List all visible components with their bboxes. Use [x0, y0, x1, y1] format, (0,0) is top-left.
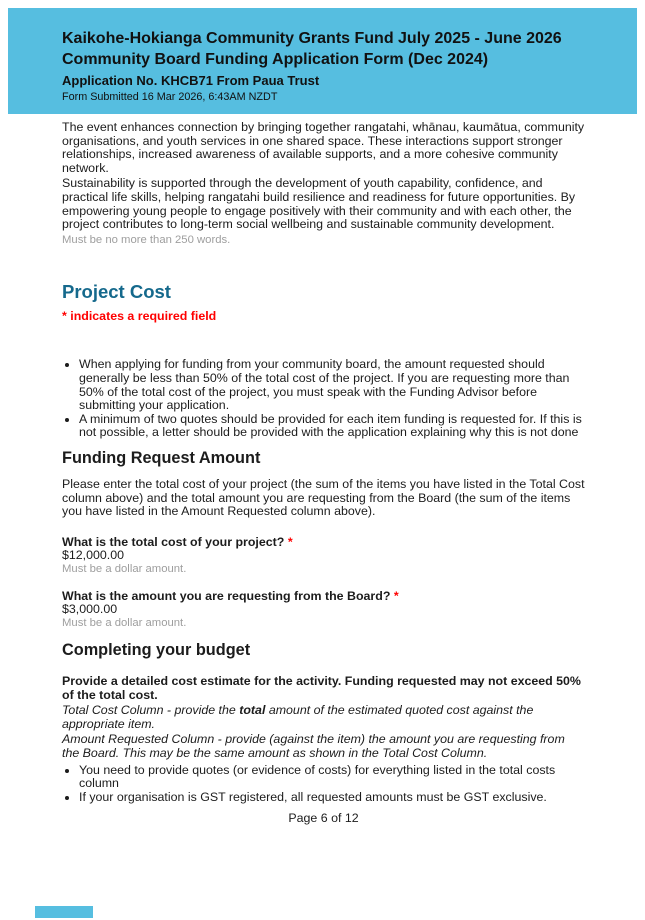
- form-title: Kaikohe-Hokianga Community Grants Fund July 2025 - June 2026 Community Board Funding Application Form (Dec 2024): [62, 30, 562, 68]
- form-submitted-timestamp: Form Submitted 16 Mar 2026, 6:43AM NZDT: [62, 91, 278, 103]
- question-label: [62, 536, 585, 550]
- amount-requested-value: $3,000.00: [62, 602, 118, 617]
- required-asterisk: *: [393, 588, 399, 603]
- note-prefix: Total Cost Column - provide the: [62, 703, 240, 718]
- project-cost-heading: Project Cost: [62, 280, 171, 302]
- question-label-text: What is the total cost of your project?: [62, 534, 285, 549]
- sustainability-paragraph-1: The event enhances connection by bringing together rangatahi, whānau, kaumātua, community organisations, and youth services in one shared space. These interactions support stronger relationships, increased awareness of available supports, and a more cohesive community network.: [62, 120, 585, 175]
- budget-requirements-list: [62, 764, 585, 805]
- word-limit-hint: Must be no more than 250 words.: [62, 233, 231, 246]
- required-asterisk: *: [287, 534, 293, 549]
- completing-budget-heading: Completing your budget: [62, 641, 251, 660]
- total-cost-value: $12,000.00: [62, 548, 125, 563]
- funding-request-intro: Please enter the total cost of your project (the sum of the items you have listed in the Total Cost column above) and the total amount you are requesting from the Board (the sum of the items you have listed in the Amount Requested column above).: [62, 476, 585, 519]
- form-body: [0, 114, 645, 826]
- list-item: • When applying for funding from your community board, the amount requested should generally be less than 50% of the total cost of the project. If you are requesting more than 50% of the total cost of the project, you must speak with the Funding Advisor before submitting your application.: [79, 358, 585, 412]
- budget-instruction: Provide a detailed cost estimate for the activity. Funding requested may not exceed 50% of the total cost.: [62, 674, 581, 702]
- amount-requested-column-note: Amount Requested Column - provide (against the item) the amount you are requesting from the Board. This may be the same amount as shown in the Total Cost Column.: [62, 732, 565, 761]
- question-label-text: What is the amount you are requesting from the Board?: [62, 588, 391, 603]
- page-number: Page 6 of 12: [288, 811, 359, 826]
- note-bold-word: total: [239, 703, 266, 718]
- funding-request-heading: Funding Request Amount: [62, 448, 261, 467]
- question-amount-requested: [62, 590, 585, 630]
- application-form-page: [0, 8, 645, 826]
- funding-guidelines-list: [62, 358, 585, 440]
- dollar-amount-hint: Must be a dollar amount.: [62, 562, 187, 575]
- sustainability-paragraph-2: Sustainability is supported through the development of youth capability, confidence, and practical life skills, helping rangatahi build resilience and readiness for future opportunities. By empowering young people to engage positively with their community and with each other, the project contributes to long-term social wellbeing and sustainable community development.: [62, 176, 576, 232]
- total-cost-column-note: [62, 704, 585, 731]
- list-item: • You need to provide quotes (or evidence of costs) for everything listed in the total costs column: [79, 764, 585, 791]
- question-label: [62, 590, 585, 604]
- list-item: • A minimum of two quotes should be provided for each item funding is requested for. If this is not possible, a letter should be provided with the application explaining why this is not done: [79, 413, 585, 440]
- question-total-cost: [62, 536, 585, 576]
- list-item: • If your organisation is GST registered, all requested amounts must be GST exclusive.: [79, 791, 585, 805]
- form-header-band: [8, 8, 637, 114]
- required-field-note: * indicates a required field: [62, 308, 217, 323]
- next-page-header-fragment: [35, 906, 93, 918]
- note-suffix: amount of the estimated quoted cost against the appropriate item.: [62, 703, 534, 731]
- dollar-amount-hint: Must be a dollar amount.: [62, 617, 187, 630]
- application-number: Application No. KHCB71 From Paua Trust: [62, 73, 320, 88]
